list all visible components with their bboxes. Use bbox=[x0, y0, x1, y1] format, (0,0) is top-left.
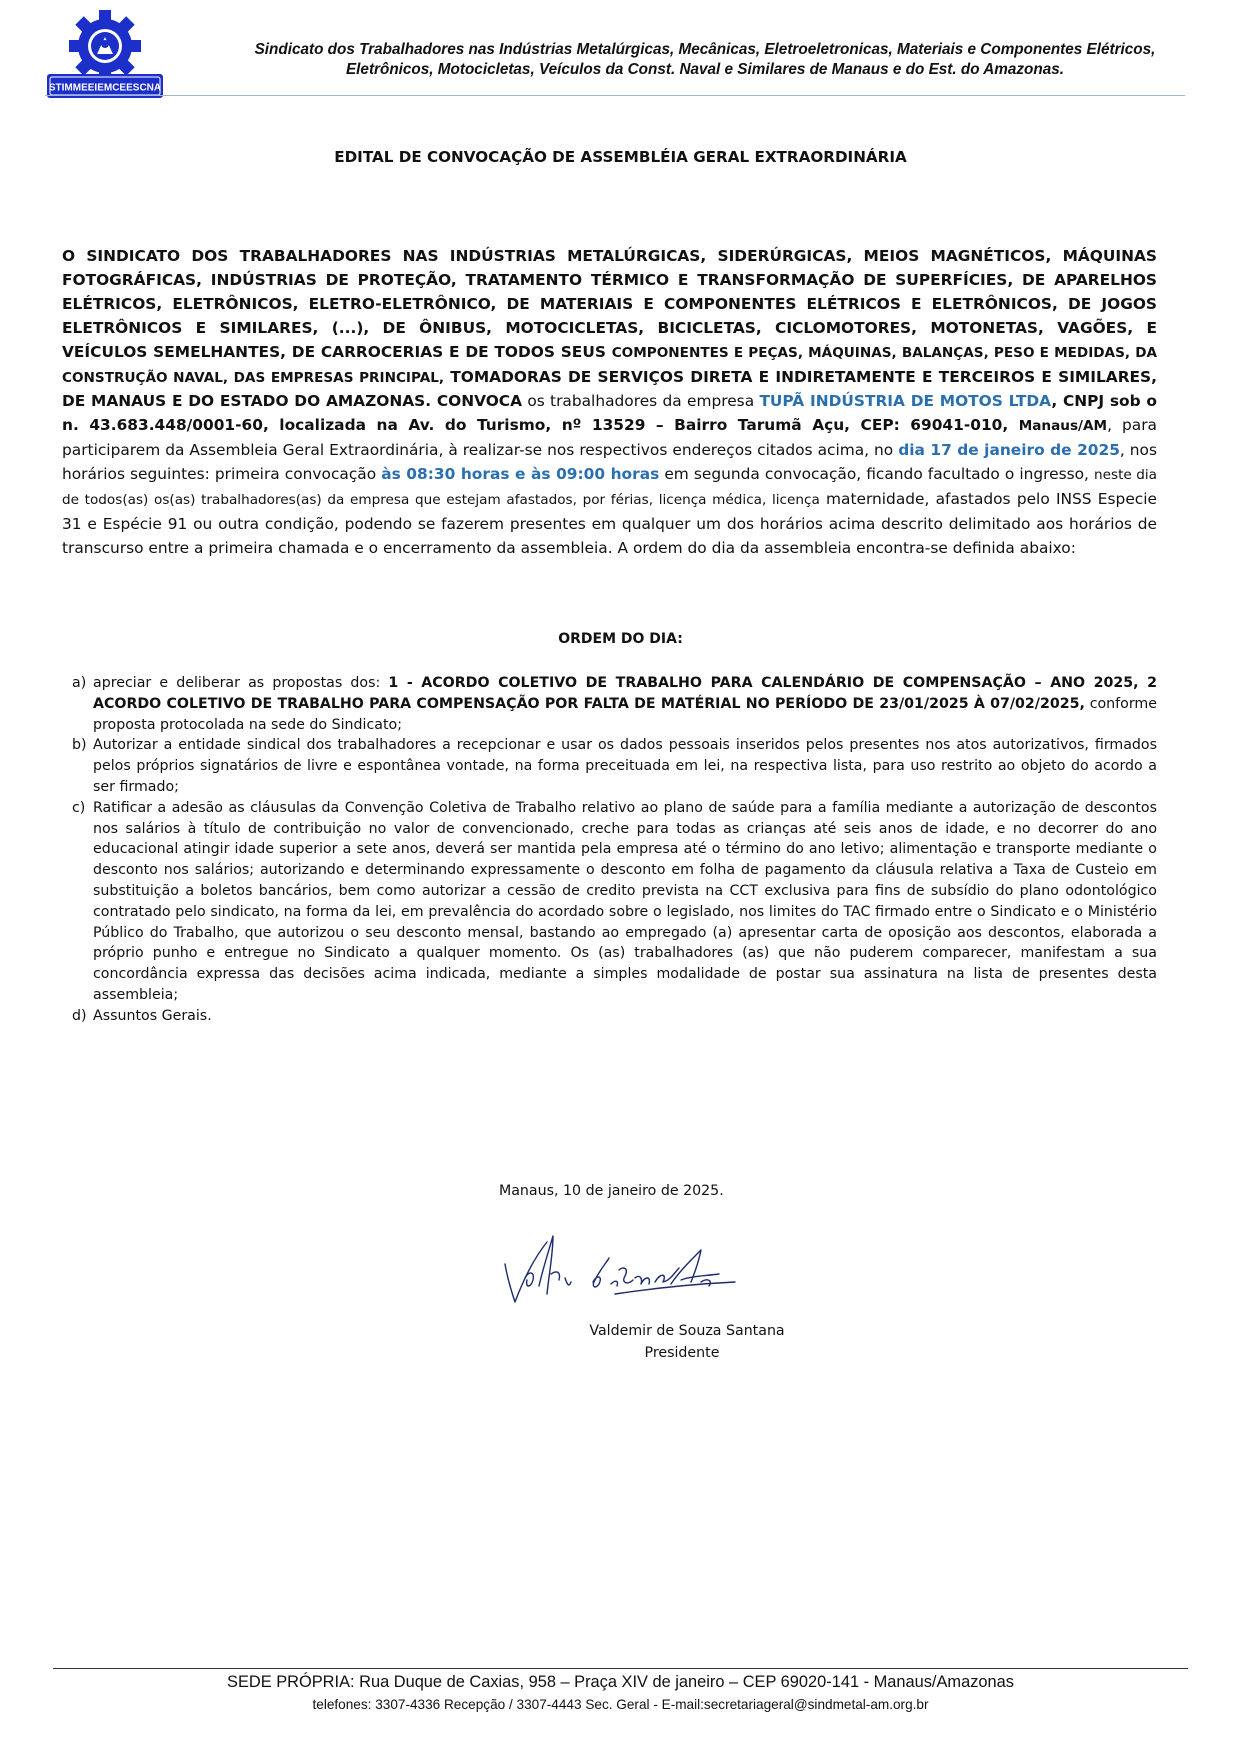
assembly-times: às 08:30 horas e às 09:00 horas bbox=[381, 465, 660, 484]
signer-role: Presidente bbox=[644, 1345, 720, 1361]
agenda-item-label: c) bbox=[72, 799, 86, 816]
company-city: Manaus/AM bbox=[1018, 418, 1108, 435]
convocation-text-1: os trabalhadores da empresa bbox=[522, 392, 760, 411]
agenda-item-text: Autorizar a entidade sindical dos trabalhadores a recepcionar e usar os dados pessoais inseridos pelos presentes nos atos autorizativos, firmados pelos próprios signatários de livre e espontânea vontade, na forma preceituada em lei, na respectiva lista, para uso restrito ao objeto do acordo a ser firmado; bbox=[93, 737, 1157, 795]
agenda-item-a bbox=[68, 673, 1157, 735]
letterhead bbox=[45, 10, 1185, 98]
footer-divider bbox=[53, 1668, 1188, 1669]
footer-address: SEDE PRÓPRIA: Rua Duque de Caxias, 958 – Praça XIV de janeiro – CEP 69020-141 - Manaus/Amazonas bbox=[227, 1673, 1014, 1691]
company-name: TUPÃ INDÚSTRIA DE MOTOS LTDA bbox=[759, 392, 1052, 411]
company-details: , CNPJ sob o n. 43.683.448/0001-60, localizada na Av. do Turismo, nº 13529 – Bairro Tarumã Açu, CEP: 69041-010, bbox=[62, 392, 1157, 435]
agenda-item-text-end: conforme proposta protocolada na sede do Sindicato; bbox=[93, 695, 1157, 733]
agenda-item-label: b) bbox=[72, 737, 87, 754]
logo-lettering: STIMMEEIEMCEESCNA bbox=[48, 82, 162, 94]
convocation-text-small: neste dia de todos(as) os(as) trabalhadores(as) da empresa que estejam afastados, por férias, licença médica, licença bbox=[62, 467, 1158, 509]
agenda-item-c bbox=[68, 798, 1157, 1006]
signer-name: Valdemir de Souza Santana bbox=[589, 1323, 785, 1339]
document-title: EDITAL DE CONVOCAÇÃO DE ASSEMBLÉIA GERAL EXTRAORDINÁRIA bbox=[334, 148, 907, 166]
convocation-text-4: em segunda convocação, ficando facultado o ingresso, bbox=[659, 465, 1095, 484]
union-logo-gear-icon bbox=[45, 10, 165, 100]
convocation-text-3: , nos horários seguintes: primeira convocação bbox=[62, 441, 1157, 484]
union-name-line-1: Sindicato dos Trabalhadores nas Indústrias Metalúrgicas, Mecânicas, Eletroeletronicas, Materiais e Componentes Elétricos, bbox=[254, 41, 1156, 58]
agenda-item-bold: 1 - ACORDO COLETIVO DE TRABALHO PARA CALENDÁRIO DE COMPENSAÇÃO – ANO 2025, 2 ACORDO COLETIVO DE TRABALHO PARA COMPENSAÇÃO POR FALTA DE MATÉRIAL NO PERÍODO DE 23/01/2025 À 07/02/2025, bbox=[93, 675, 1157, 712]
agenda-item-b bbox=[68, 735, 1157, 797]
union-full-name: O SINDICATO DOS TRABALHADORES NAS INDÚSTRIAS METALÚRGICAS, SIDERÚRGICAS, MEIOS MAGNÉTICOS, MÁQUINAS FOTOGRÁFICAS, INDÚSTRIAS DE PROTEÇÃO, TRATAMENTO TÉRMICO E TRANSFORMAÇÃO DE SUPERFÍCIES, DE APARELHOS ELÉTRICOS, ELETRÔNICOS, ELETRO-ELETRÔNICO, DE MATERIAIS E COMPONENTES ELÉTRICOS E ELETRÔNICOS, DE JOGOS ELETRÔNICOS E SIMILARES, (...), DE ÔNIBUS, MOTOCICLETAS, BICICLETAS, CICLOMOTORES, MOTONETAS, VAGÕES, E VEÍCULOS SEMELHANTES, DE CARROCERIAS E DE TODOS SEUS bbox=[62, 247, 1157, 361]
union-name-line-2: Eletrônicos, Motocicletas, Veículos da Const. Naval e Similares de Manaus e do Est. do Amazonas. bbox=[345, 61, 1065, 78]
agenda-item-text: apreciar e deliberar as propostas dos: bbox=[93, 675, 389, 691]
agenda-item-text: Assuntos Gerais. bbox=[93, 1007, 212, 1024]
convocation-text-2: , para participarem da Assembleia Geral Extraordinária, à realizar-se nos respectivos endereços citados acima, no bbox=[62, 416, 1157, 460]
agenda-item-d bbox=[68, 1006, 1157, 1027]
convocation-text-5: maternidade, afastados pelo INSS Especie 31 e Espécie 91 ou outra condição, podendo se fazerem presentes em qualquer um dos horários acima descrito delimitado aos horários de transcurso entre a primeira chamada e o encerramento da assembleia. A ordem do dia da assembleia encontra-se definida abaixo: bbox=[62, 490, 1157, 557]
agenda-item-label: a) bbox=[72, 675, 87, 691]
agenda-item-label: d) bbox=[72, 1007, 87, 1024]
union-name bbox=[185, 40, 1225, 80]
footer-contacts: telefones: 3307-4336 Recepção / 3307-4443 Sec. Geral - E-mail:secretariageral@sindmetal-am.org.br bbox=[312, 1697, 929, 1712]
agenda-list bbox=[68, 673, 1157, 1027]
assembly-date: dia 17 de janeiro de 2025 bbox=[898, 441, 1120, 460]
handwritten-signature bbox=[495, 1228, 750, 1310]
signer-block bbox=[0, 1320, 1241, 1364]
header-divider bbox=[45, 95, 1185, 96]
convocation-paragraph bbox=[62, 245, 1157, 561]
agenda-title: ORDEM DO DIA: bbox=[558, 631, 683, 647]
place-and-date: Manaus, 10 de janeiro de 2025. bbox=[499, 1183, 724, 1199]
union-full-name-small: COMPONENTES E PEÇAS, MÁQUINAS, BALANÇAS, PESO E MEDIDAS, DA CONSTRUÇÃO NAVAL, DAS EMPRESAS PRINCIPAL, bbox=[62, 344, 1157, 386]
union-full-name-end: TOMADORAS DE SERVIÇOS DIRETA E INDIRETAMENTE E TERCEIROS E SIMILARES, DE MANAUS E DO ESTADO DO AMAZONAS. CONVOCA bbox=[62, 367, 1157, 411]
agenda-item-text: Ratificar a adesão as cláusulas da Convenção Coletiva de Trabalho relativo ao plano de saúde para a família mediante a autorização de descontos nos salários à título de contribuição no valor de convencionado, creche para todas as crianças até seis anos de idade, e no decorrer do ano educacional atingir idade superior a sete anos, deverá ser mantida pela empresa até o término do ano letivo; alimentação e transporte mediante o desconto nos salários; autorizando e determinando expressamente o desconto em folha de pagamento da cláusula relativa a Taxa de Custeio em substituição a boletos bancários, bem como autorizar a cessão de credito prevista na CCT exclusiva para fins de subsídio do plano odontológico contratado pelo sindicato, na forma da lei, em prevalência do acordado sobre o legislado, nos limites do TAC firmado entre o Sindicato e o Ministério Público do Trabalho, que autorizou o seu desconto mensal, bastando ao empregado (a) apresentar carta de oposição aos descontos, elaborada a próprio punho e entregue no Sindicato a qualquer momento. Os (as) trabalhadores (as) que não puderem comparecer, manifestam a sua concordância expressa das decisões acima indicada, mediante a simples modalidade de postar sua assinatura na lista de presentes desta assembleia; bbox=[93, 799, 1157, 1003]
